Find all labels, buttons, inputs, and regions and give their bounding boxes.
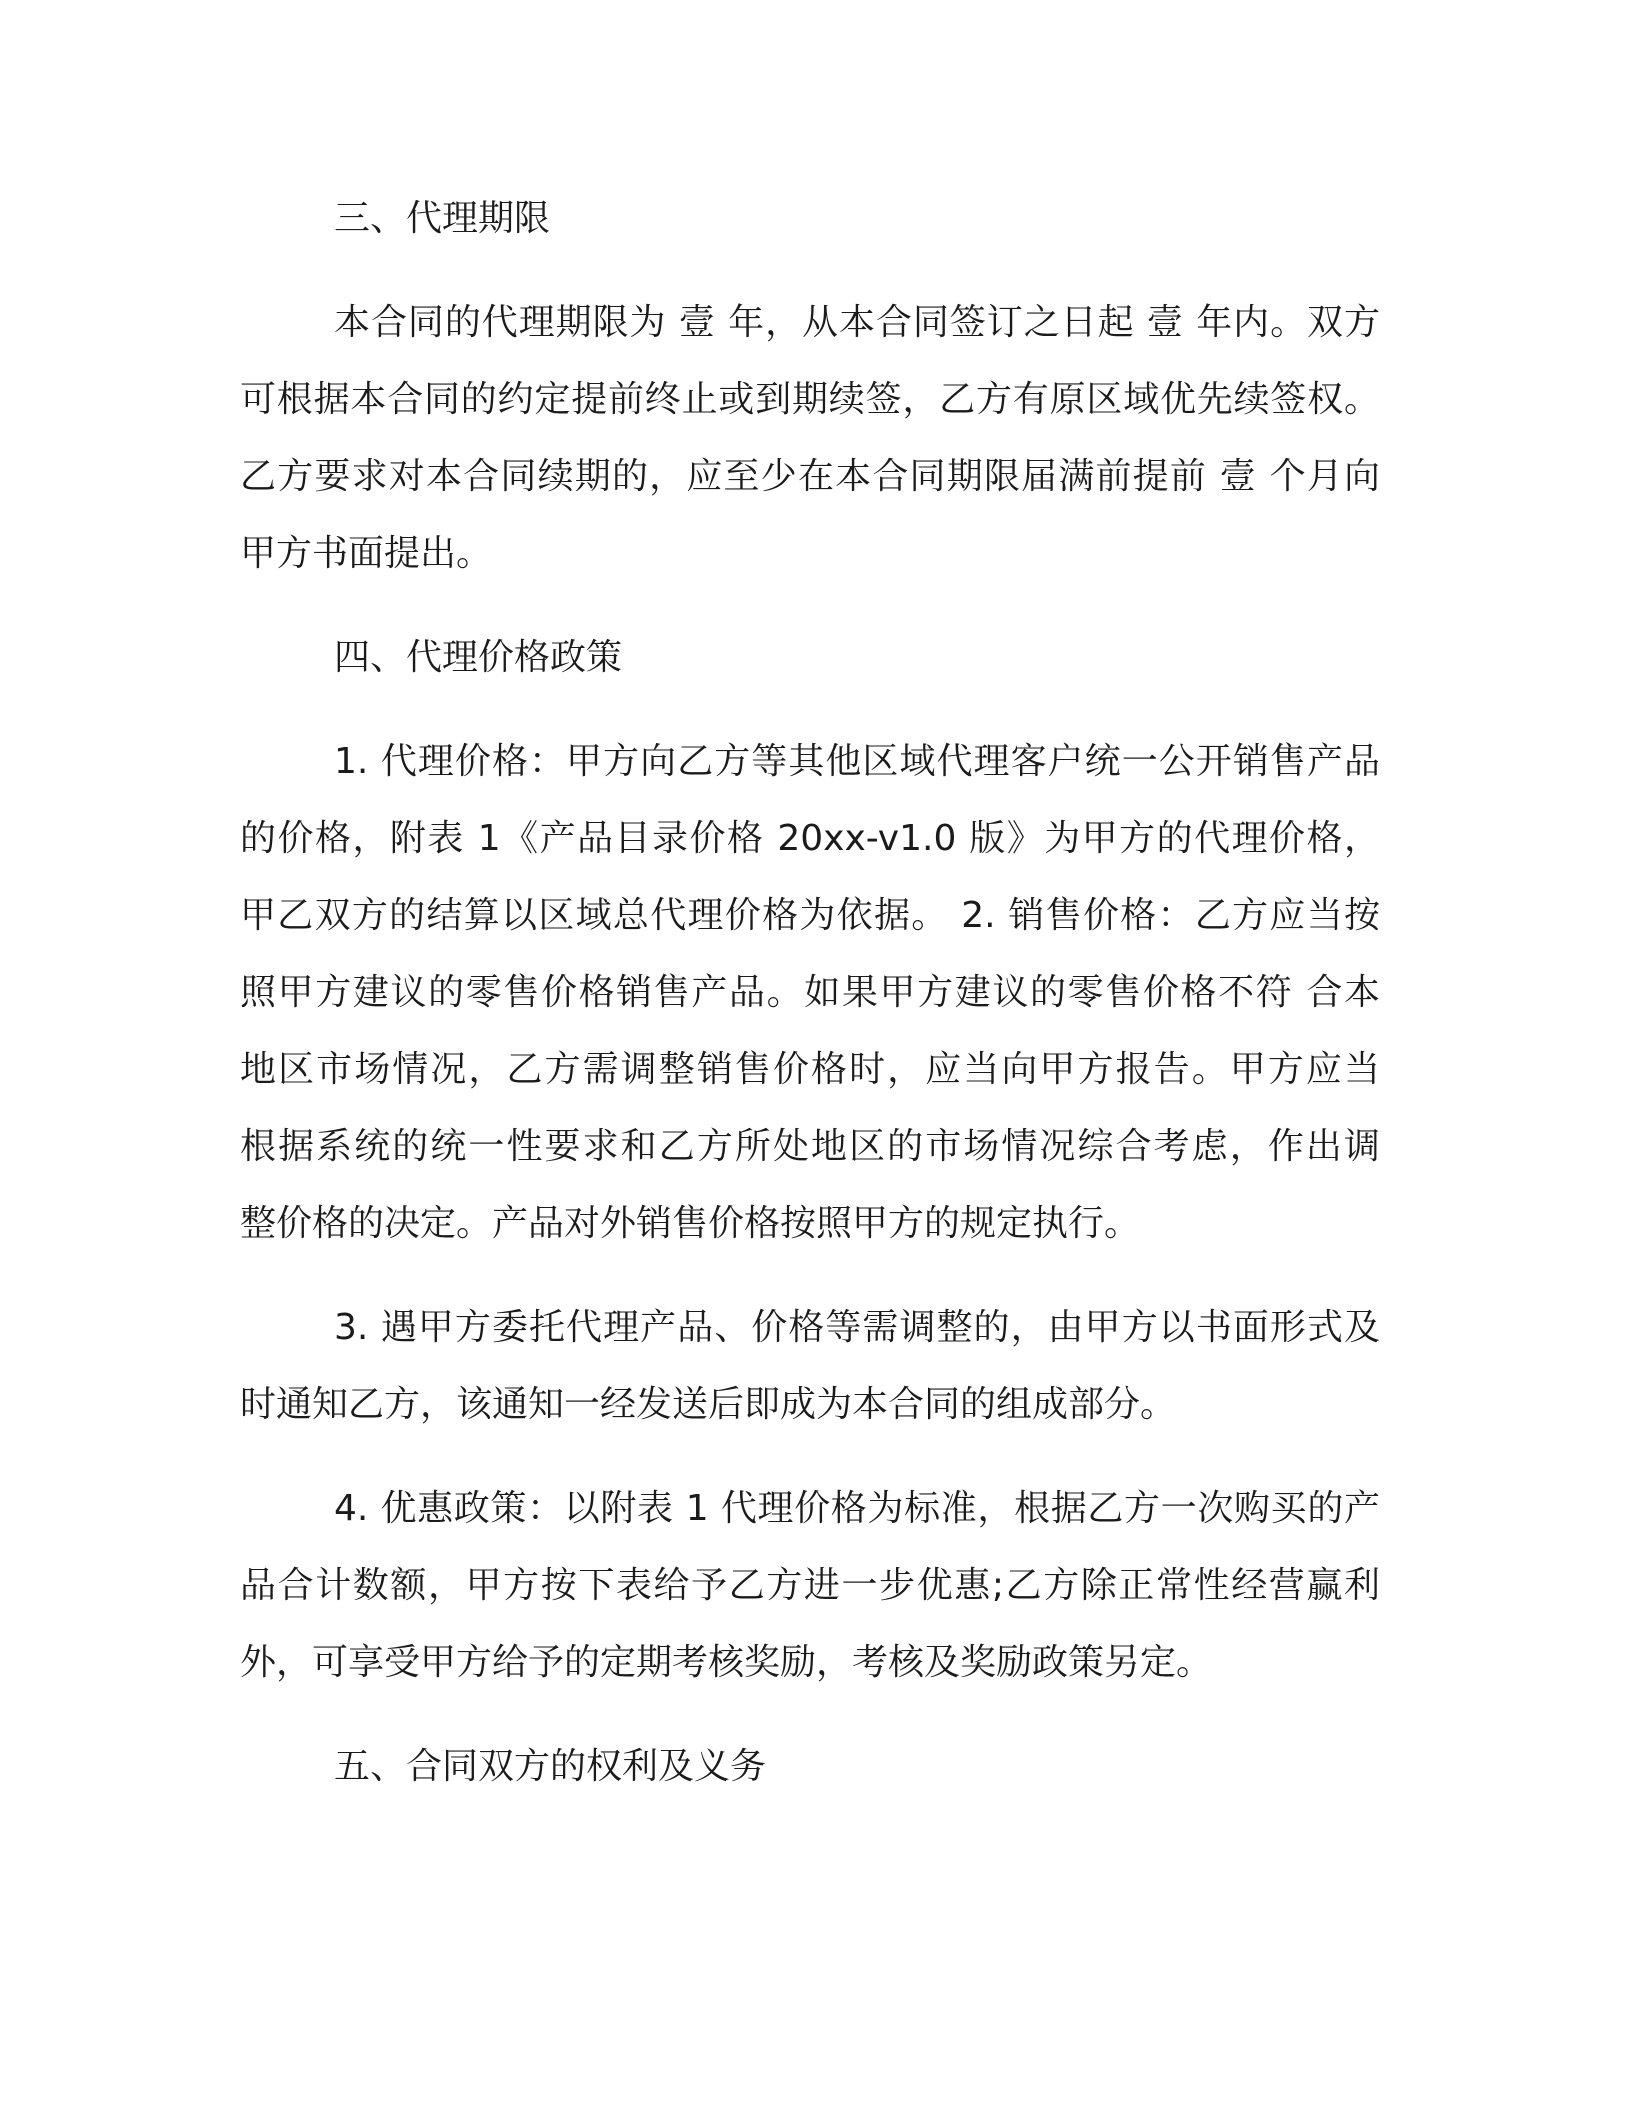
paragraph-line: 地区市场情况，乙方需调整销售价格时，应当向甲方报告。甲方应当 <box>240 1049 1380 1090</box>
paragraph-line: 整价格的决定。产品对外销售价格按照甲方的规定执行。 <box>240 1203 1141 1244</box>
paragraph <box>240 723 1380 1262</box>
paragraph <box>240 1470 1380 1701</box>
paragraph-line: 外，可享受甲方给予的定期考核奖励，考核及奖励政策另定。 <box>240 1642 1213 1683</box>
paragraph-line: 根据系统的统一性要求和乙方所处地区的市场情况综合考虑，作出调 <box>240 1126 1380 1167</box>
paragraph-line: 甲方书面提出。 <box>240 533 493 574</box>
paragraph-line: 甲乙双方的结算以区域总代理价格为依据。 2. 销售价格：乙方应当按 <box>240 895 1380 936</box>
paragraph <box>240 284 1380 592</box>
section-price-policy <box>240 619 1380 1701</box>
paragraph-line: 4. 优惠政策：以附表 1 代理价格为标准，根据乙方一次购买的产 <box>334 1488 1380 1529</box>
paragraph-line: 乙方要求对本合同续期的，应至少在本合同期限届满前提前 壹 个月向 <box>240 456 1380 497</box>
section-heading: 三、代理期限 <box>334 198 551 239</box>
paragraph-line: 照甲方建议的零售价格销售产品。如果甲方建议的零售价格不符 合本 <box>240 972 1380 1013</box>
paragraph-line: 品合计数额，甲方按下表给予乙方进一步优惠;乙方除正常性经营赢利 <box>240 1565 1380 1606</box>
paragraph-line: 可根据本合同的约定提前终止或到期续签，乙方有原区域优先续签权。 <box>240 379 1380 420</box>
section-heading: 四、代理价格政策 <box>334 637 623 678</box>
paragraph-line: 的价格，附表 1《产品目录价格 20xx-v1.0 版》为甲方的代理价格， <box>240 818 1380 859</box>
section-heading: 五、合同双方的权利及义务 <box>334 1746 767 1787</box>
paragraph <box>240 1289 1380 1443</box>
document-body <box>240 180 1380 1805</box>
paragraph-line: 时通知乙方，该通知一经发送后即成为本合同的组成部分。 <box>240 1384 1177 1425</box>
paragraph-line: 本合同的代理期限为 壹 年，从本合同签订之日起 壹 年内。双方 <box>334 302 1380 343</box>
section-rights-obligations <box>240 1728 1380 1805</box>
paragraph-line: 3. 遇甲方委托代理产品、价格等需调整的，由甲方以书面形式及 <box>334 1307 1380 1348</box>
paragraph-line: 1. 代理价格：甲方向乙方等其他区域代理客户统一公开销售产品 <box>334 741 1380 782</box>
section-term <box>240 180 1380 592</box>
